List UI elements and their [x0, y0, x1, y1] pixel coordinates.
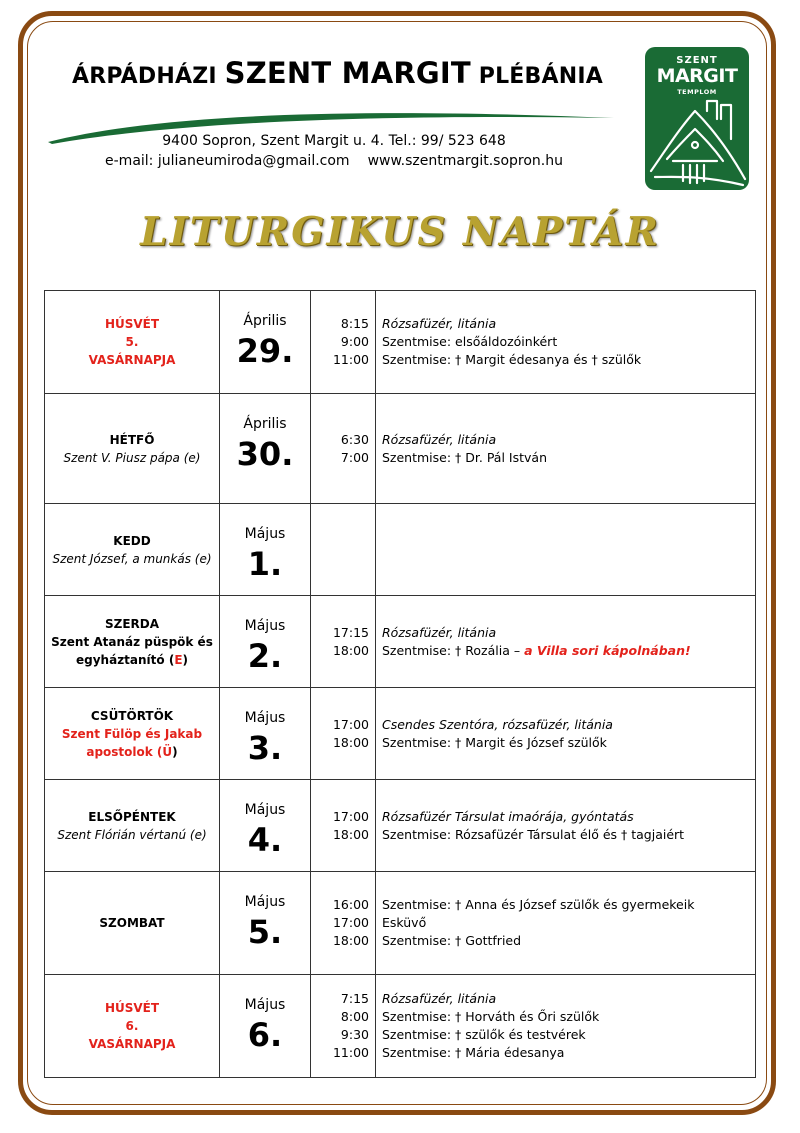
times-cell	[311, 291, 376, 394]
calendar-row	[45, 688, 756, 780]
day-number: 3.	[247, 729, 283, 767]
event-time: 7:15	[340, 991, 369, 1006]
times-cell	[311, 780, 376, 872]
day-label-line	[45, 725, 219, 743]
day-cell	[45, 780, 220, 872]
event-line	[382, 716, 755, 734]
event-line	[382, 932, 755, 950]
month-label: Május	[244, 710, 286, 726]
month-label: Május	[244, 526, 286, 542]
event-time: 18:00	[332, 642, 369, 658]
day-label-line	[45, 743, 219, 761]
date-cell	[220, 504, 311, 596]
church-logo	[645, 47, 749, 190]
times-cell	[311, 596, 376, 688]
day-number: 6.	[247, 1016, 283, 1054]
day-label-line	[45, 315, 219, 333]
event-line	[382, 431, 755, 449]
day-number: 1.	[247, 545, 283, 583]
day-label-line	[45, 1017, 219, 1035]
day-label-line	[45, 633, 219, 651]
day-cell	[45, 975, 220, 1078]
month-label: Május	[244, 997, 286, 1013]
times-cell	[311, 394, 376, 504]
event-time: 18:00	[332, 734, 369, 750]
calendar-row	[45, 780, 756, 872]
event-text: Esküvő	[382, 915, 427, 930]
calendar-row	[45, 975, 756, 1078]
date-cell	[220, 688, 311, 780]
day-label-line	[45, 615, 219, 633]
event-text: Szentmise: elsőáldozóinkért	[382, 334, 558, 349]
event-line	[382, 826, 755, 844]
event-line	[382, 734, 755, 752]
day-label-text: KEDD	[113, 533, 151, 548]
day-label-text: SZOMBAT	[99, 916, 165, 930]
day-label-text: VASÁRNAPJA	[88, 353, 176, 367]
day-label-line	[45, 550, 219, 568]
event-text: Rózsafüzér, litánia	[382, 431, 497, 447]
calendar-row	[45, 596, 756, 688]
event-line	[382, 808, 755, 826]
event-line	[382, 1026, 755, 1044]
event-text: Szentmise: † Mária édesanya	[382, 1045, 565, 1060]
day-label-text: Szent Fülöp és Jakab	[61, 726, 203, 741]
contact-line	[0, 153, 668, 169]
day-label-part: )	[172, 744, 178, 759]
month-label: Május	[244, 894, 286, 910]
calendar-row	[45, 291, 756, 394]
day-number: 2.	[247, 637, 283, 675]
day-label-text: VASÁRNAPJA	[88, 1037, 176, 1051]
parish-title-part3: PLÉBÁNIA	[470, 64, 603, 89]
day-label-part: Ü	[162, 744, 173, 759]
event-text: Csendes Szentóra, rózsafüzér, litánia	[382, 716, 613, 732]
day-label-line	[45, 999, 219, 1017]
event-time: 17:15	[332, 624, 369, 640]
day-label-text: Szent Atanáz püspök és	[51, 634, 213, 649]
date-cell	[220, 872, 311, 975]
parish-title-part1: ÁRPÁDHÁZI	[72, 64, 225, 89]
date-cell	[220, 394, 311, 504]
event-time: 11:00	[332, 1045, 369, 1060]
day-label-line	[45, 914, 219, 932]
month-label: Május	[244, 618, 286, 634]
event-text: Szentmise: † Margit édesanya és † szülők	[382, 352, 642, 367]
day-label-line	[45, 449, 219, 467]
event-time: 17:00	[332, 716, 369, 732]
day-label-part: )	[182, 652, 188, 667]
month-label: Április	[243, 313, 287, 329]
events-cell	[376, 291, 756, 394]
day-cell	[45, 504, 220, 596]
logo-text-szent: SZENT	[676, 55, 718, 66]
event-time: 18:00	[332, 933, 369, 948]
events-cell	[376, 394, 756, 504]
day-label-text: Szent V. Piusz pápa (e)	[63, 450, 201, 465]
day-cell	[45, 394, 220, 504]
event-text: Szentmise: † Dr. Pál István	[382, 449, 547, 465]
day-number: 4.	[247, 821, 283, 859]
events-cell	[376, 975, 756, 1078]
day-label-text: 5.	[125, 335, 139, 349]
day-label-text: CSÜTÖRTÖK	[90, 708, 174, 723]
day-label-text: HÉTFŐ	[109, 432, 155, 447]
event-text: Rózsafüzér, litánia	[382, 991, 497, 1006]
event-text: Rózsafüzér, litánia	[382, 624, 497, 640]
day-label-part: E	[174, 652, 183, 667]
day-cell	[45, 872, 220, 975]
event-line	[382, 990, 755, 1008]
parish-title	[72, 56, 603, 90]
event-text: Szentmise: † Margit és József szülők	[382, 734, 607, 750]
event-line	[382, 1008, 755, 1026]
day-label-text: HÚSVÉT	[104, 317, 160, 331]
event-text: Szentmise: Rózsafüzér Társulat élő és † tagjaiért	[382, 826, 685, 842]
event-time: 9:30	[340, 1027, 369, 1042]
event-text: a Villa sori kápolnában!	[524, 642, 691, 658]
website-link[interactable]: www.szentmargit.sopron.hu	[367, 153, 563, 169]
email-text: e-mail: julianeumiroda@gmail.com	[105, 153, 350, 169]
day-label-text: SZERDA	[104, 616, 160, 631]
day-cell	[45, 688, 220, 780]
event-text: Szentmise: † Gottfried	[382, 933, 522, 948]
logo-text-margit: MARGIT	[656, 65, 738, 87]
logo-text-templom: TEMPLOM	[677, 88, 717, 96]
event-line	[382, 315, 755, 333]
times-cell	[311, 975, 376, 1078]
event-text: Szentmise: † szülők és testvérek	[382, 1027, 586, 1042]
event-text: Rózsafüzér Társulat imaórája, gyóntatás	[382, 808, 634, 824]
parish-title-part2: SZENT MARGIT	[224, 56, 471, 90]
day-label-line	[45, 431, 219, 449]
event-time: 17:00	[332, 915, 369, 930]
event-time: 8:15	[340, 316, 369, 331]
date-cell	[220, 596, 311, 688]
event-text: Rózsafüzér, litánia	[382, 316, 497, 331]
event-text: Szentmise: † Rozália –	[382, 642, 525, 658]
day-label-line	[45, 651, 219, 669]
event-line	[382, 1044, 755, 1062]
event-time: 7:00	[340, 449, 369, 465]
day-number: 30.	[236, 435, 294, 473]
day-label-line	[45, 351, 219, 369]
day-label-line	[45, 808, 219, 826]
event-line	[382, 642, 755, 660]
event-time: 16:00	[332, 897, 369, 912]
event-line	[382, 896, 755, 914]
events-cell	[376, 504, 756, 596]
events-cell	[376, 688, 756, 780]
day-label-part: apostolok (	[86, 744, 163, 759]
day-label-line	[45, 333, 219, 351]
event-text: Szentmise: † Anna és József szülők és gyermekeik	[382, 897, 695, 912]
day-label-text: Szent Flórián vértanú (e)	[57, 827, 207, 842]
main-title: LITURGIKUS NAPTÁR	[140, 209, 660, 255]
month-label: Április	[243, 416, 287, 432]
events-cell	[376, 780, 756, 872]
date-cell	[220, 291, 311, 394]
event-time: 17:00	[332, 808, 369, 824]
day-number: 5.	[247, 913, 283, 951]
church-drawing-icon	[645, 99, 749, 190]
times-cell	[311, 688, 376, 780]
date-cell	[220, 975, 311, 1078]
events-cell	[376, 872, 756, 975]
calendar-row	[45, 872, 756, 975]
calendar-row	[45, 394, 756, 504]
event-time: 6:30	[340, 431, 369, 447]
event-line	[382, 351, 755, 369]
day-cell	[45, 291, 220, 394]
times-cell	[311, 872, 376, 975]
day-label-line	[45, 532, 219, 550]
day-label-line	[45, 826, 219, 844]
liturgical-calendar-table	[44, 290, 756, 1078]
event-line	[382, 449, 755, 467]
address-line: 9400 Sopron, Szent Margit u. 4. Tel.: 99/ 523 648	[162, 133, 506, 149]
month-label: Május	[244, 802, 286, 818]
day-label-text: 6.	[125, 1019, 139, 1033]
event-text: Szentmise: † Horváth és Őri szülők	[382, 1009, 600, 1024]
times-cell	[311, 504, 376, 596]
day-cell	[45, 596, 220, 688]
day-label-line	[45, 707, 219, 725]
events-cell	[376, 596, 756, 688]
event-time: 8:00	[340, 1009, 369, 1024]
calendar-row	[45, 504, 756, 596]
day-label-part: egyháztanító (	[76, 652, 175, 667]
event-time: 9:00	[340, 334, 369, 349]
day-label-text: Szent József, a munkás (e)	[52, 551, 212, 566]
day-label-text: ELSŐPÉNTEK	[88, 809, 176, 824]
event-line	[382, 624, 755, 642]
date-cell	[220, 780, 311, 872]
day-label-line	[45, 1035, 219, 1053]
day-label-text: HÚSVÉT	[104, 1001, 160, 1015]
day-number: 29.	[236, 332, 294, 370]
event-time: 11:00	[332, 352, 369, 367]
event-line	[382, 914, 755, 932]
event-time: 18:00	[332, 826, 369, 842]
event-line	[382, 333, 755, 351]
